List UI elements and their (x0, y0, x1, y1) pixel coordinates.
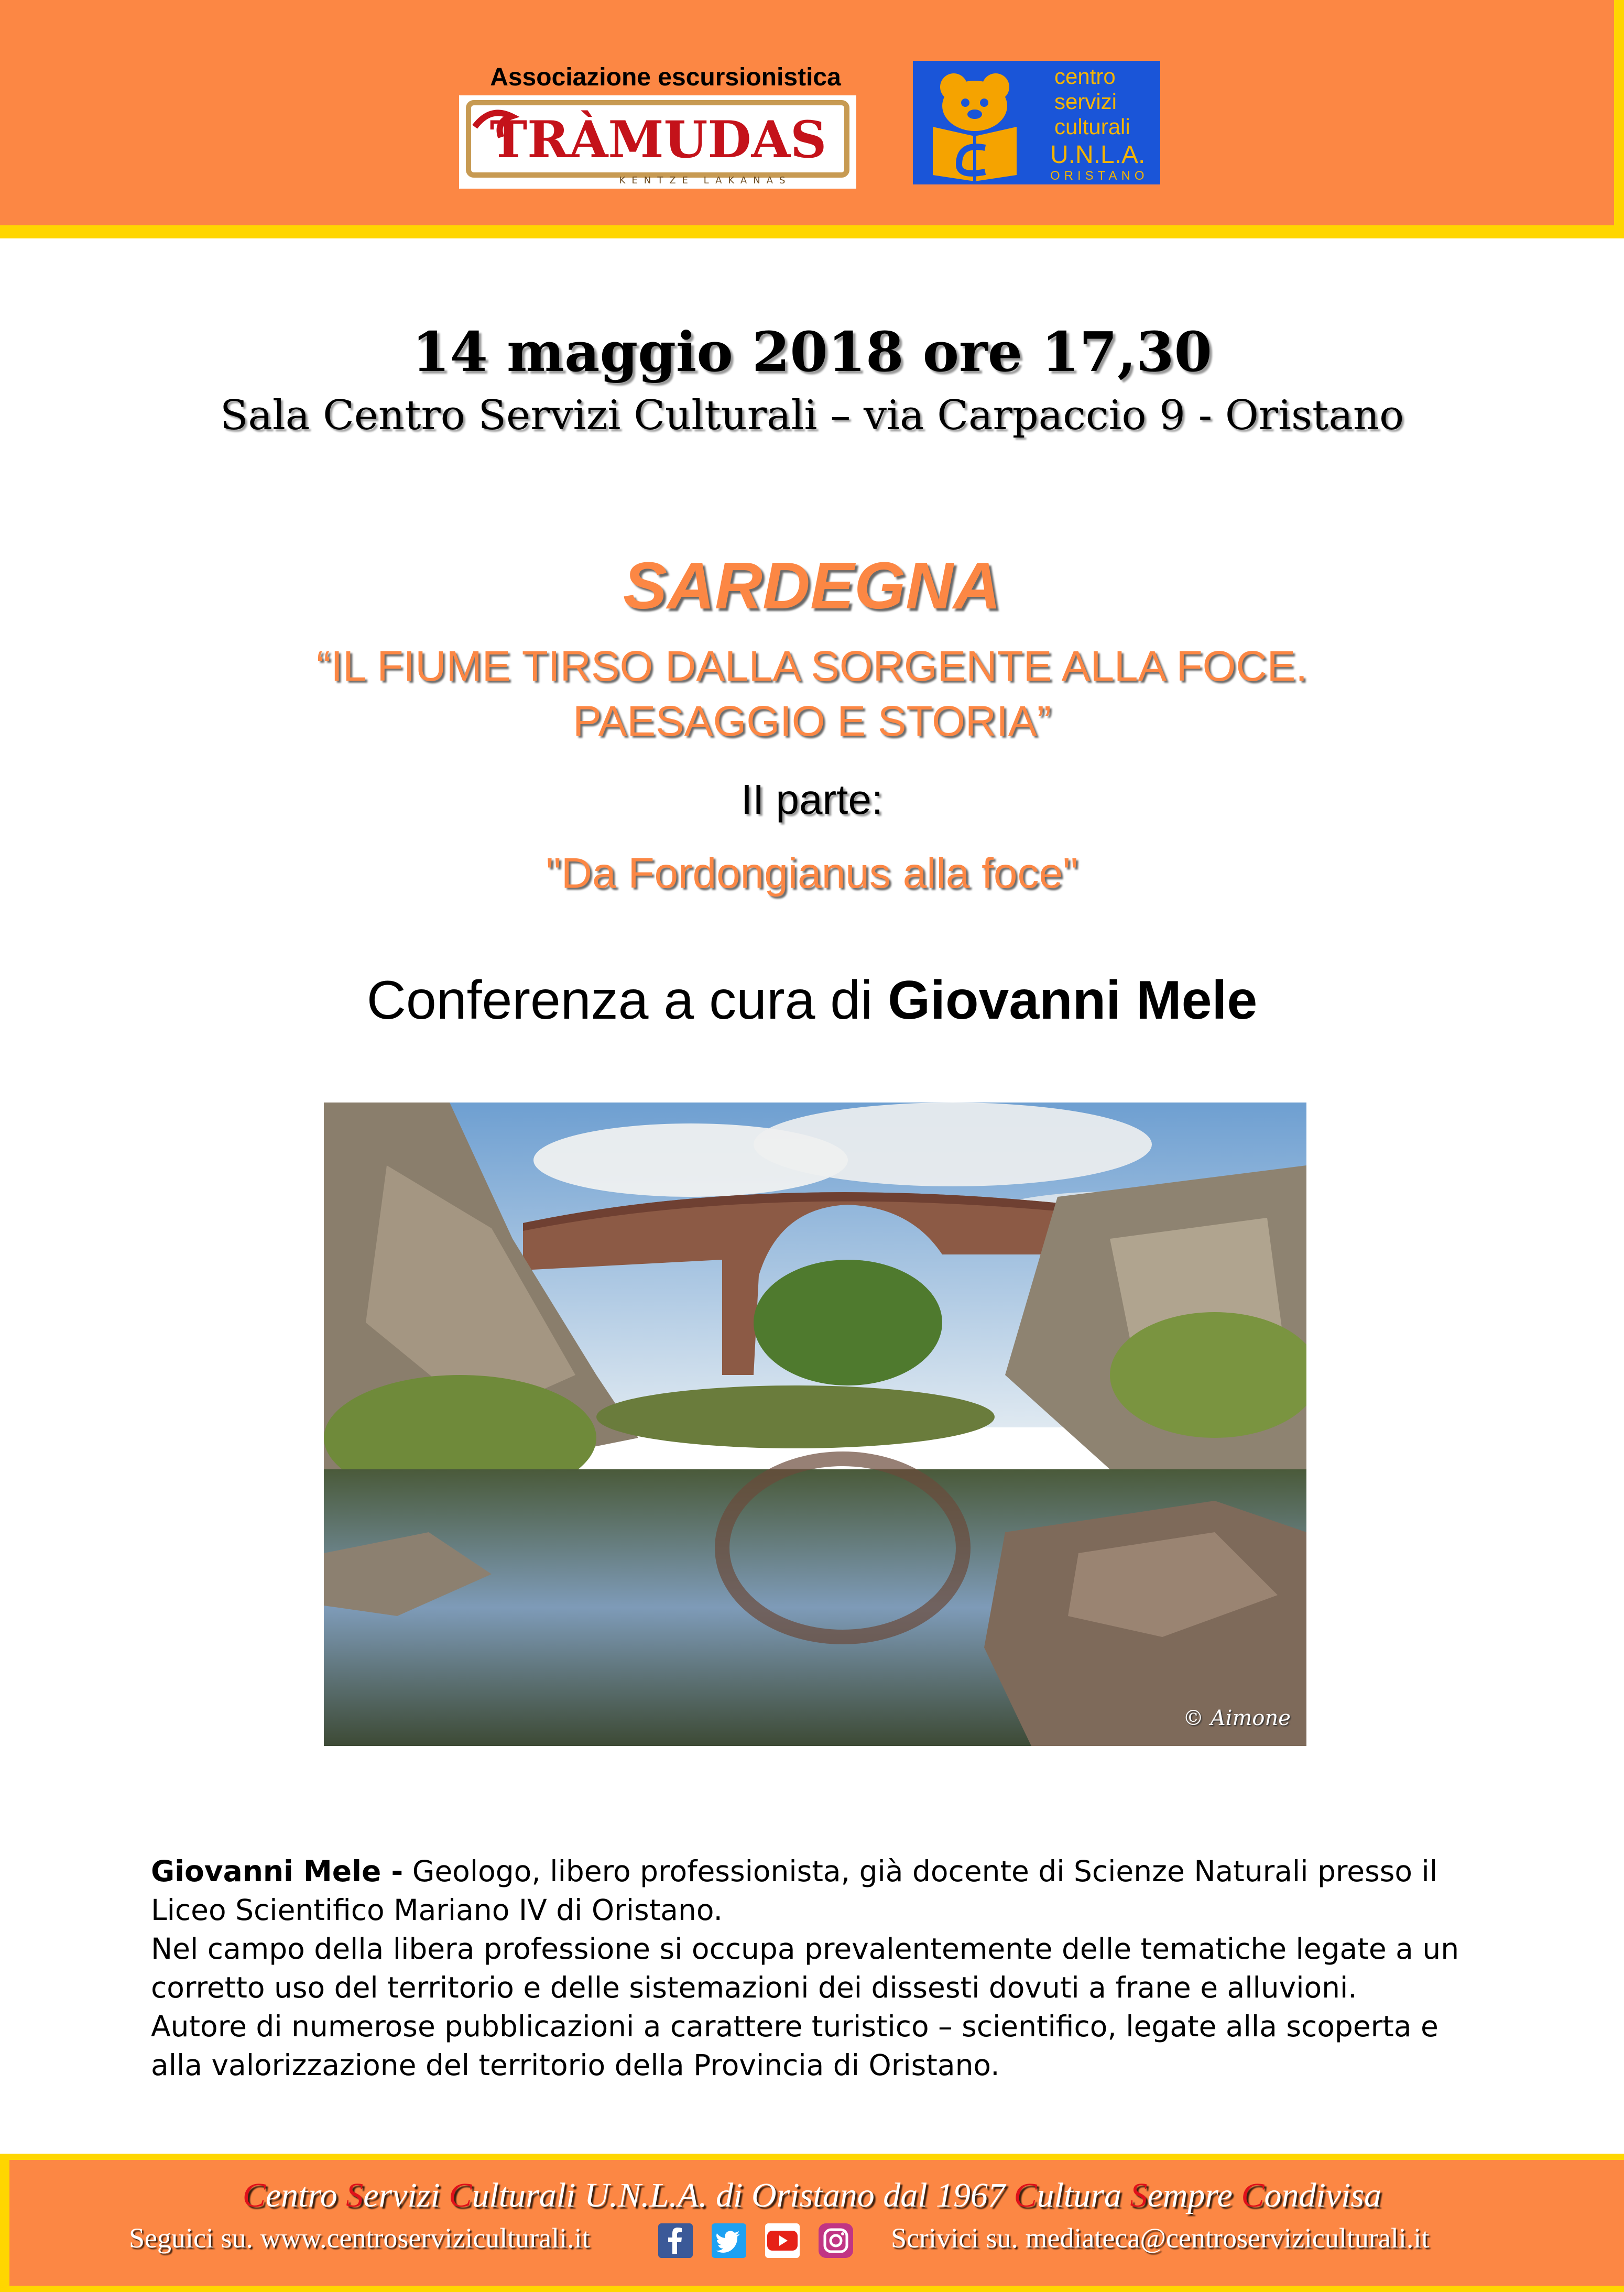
tagline-cap: C (1241, 2176, 1265, 2214)
event-date-time: 14 maggio 2018 ore 17,30 (412, 320, 1212, 384)
unla-line-servizi: servizi (1054, 89, 1117, 114)
twitter-icon[interactable] (712, 2223, 746, 2258)
part-title: "Da Fordongianus alla foce" (546, 849, 1078, 897)
conference-line (0, 969, 1624, 1032)
unla-line-centro: centro (1054, 64, 1116, 89)
tramudas-tagline: KENTZE LAKANAS (619, 175, 792, 186)
bio-speaker-name: Giovanni Mele - (151, 1854, 404, 1888)
facebook-icon[interactable] (658, 2223, 693, 2258)
topic-title: SARDEGNA (623, 549, 1001, 623)
tagline-cap: C (242, 2176, 266, 2214)
bio-paragraph (151, 1852, 1492, 1929)
footer-email-link[interactable]: Scrivici su. mediateca@centroserviziculturali.it (891, 2222, 1430, 2254)
youtube-icon[interactable] (765, 2223, 800, 2258)
tagline-cap: C (449, 2176, 472, 2214)
association-label: Associazione escursionistica (490, 63, 841, 91)
tramudas-name: TRÀMUDAS (489, 110, 827, 169)
footer-tagline (0, 2176, 1624, 2215)
tagline-word: ervizi (363, 2176, 449, 2214)
tagline-word: empre (1147, 2176, 1241, 2214)
roman-bridge-photo (324, 1103, 1306, 1746)
bio-paragraph1-text: Geologo, libero professionista, già docente di Scienze Naturali presso il Liceo Scientifico Mariano IV di Oristano. (151, 1854, 1438, 1927)
unla-logo (913, 61, 1160, 184)
tagline-word: ulturali U.N.L.A. di Oristano dal 1967 (472, 2176, 1014, 2214)
unla-line-acronym: U.N.L.A. (1050, 141, 1146, 169)
part-label: II parte: (740, 776, 884, 823)
topic-subtitle-line2: PAESAGGIO E STORIA” (573, 697, 1051, 745)
bio-paragraph3: Autore di numerose pubblicazioni a carattere turistico – scientifico, legate alla scoperta e alla valorizzazione del territorio della Provincia di Oristano. (151, 2010, 1438, 2082)
tagline-cap: C (1013, 2176, 1037, 2214)
unla-line-culturali: culturali (1054, 114, 1130, 139)
tramudas-logo (459, 95, 856, 189)
topic-subtitle-line1: “IL FIUME TIRSO DALLA SORGENTE ALLA FOCE. (316, 642, 1308, 690)
bio-paragraph2: Nel campo della libera professione si occupa prevalentemente delle tematiche legate a un corretto uso del territorio e delle sistemazioni dei dissesti dovuti a frane e alluvioni. (151, 1932, 1459, 2004)
tagline-word: ultura (1037, 2176, 1130, 2214)
speaker-bio (151, 1852, 1492, 2084)
tagline-word: ondivisa (1264, 2176, 1382, 2214)
footer-website-link[interactable]: Seguici su. www.centroserviziculturali.it (129, 2222, 590, 2254)
tagline-cap: S (1130, 2176, 1148, 2214)
photo-credit: © Aimone (1183, 1706, 1291, 1730)
tagline-word: entro (265, 2176, 346, 2214)
unla-line-city: ORISTANO (1050, 169, 1149, 183)
conference-prefix: Conferenza a cura di (366, 970, 888, 1031)
bear-reading-book-icon (917, 64, 1032, 181)
instagram-icon[interactable] (819, 2223, 853, 2258)
event-venue: Sala Centro Servizi Culturali – via Carpaccio 9 - Oristano (220, 392, 1404, 439)
tagline-cap: S (346, 2176, 364, 2214)
conference-speaker: Giovanni Mele (888, 970, 1258, 1031)
